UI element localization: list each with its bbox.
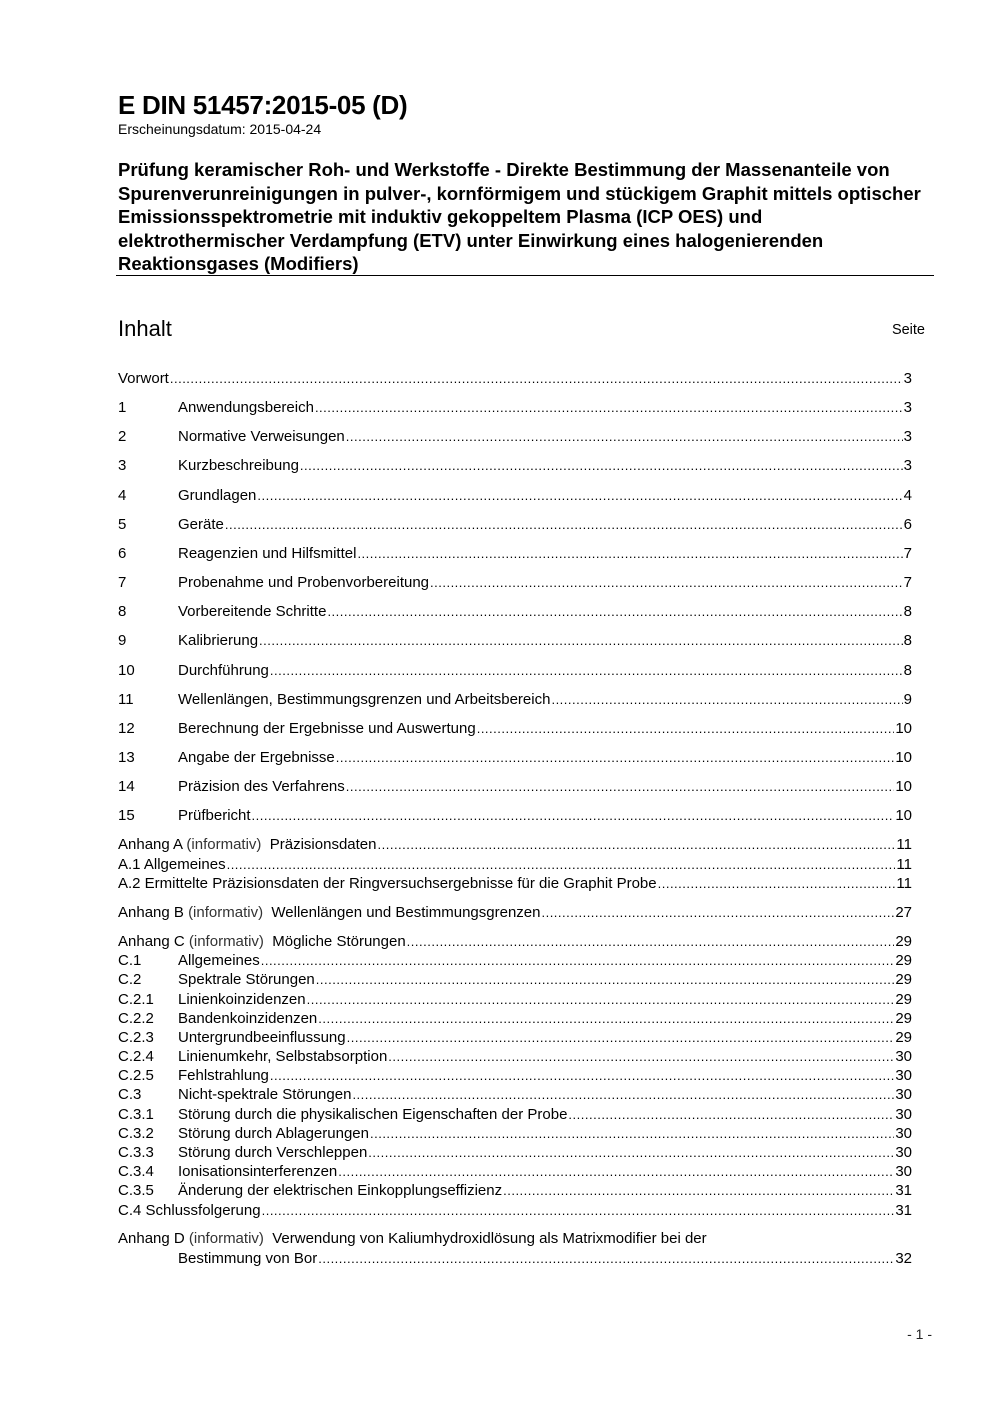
toc-entry-text: Normative Verweisungen <box>178 428 345 445</box>
toc-dot-leader <box>307 992 895 1007</box>
toc-entry-page: 11 <box>896 856 912 873</box>
toc-dot-leader <box>315 400 903 415</box>
toc-entry[interactable] <box>118 904 912 923</box>
toc-entry-text: Vorbereitende Schritte <box>178 603 327 620</box>
toc-entry[interactable] <box>118 632 912 651</box>
toc-entry-title <box>118 904 540 921</box>
toc-entry-number: C.2 <box>118 971 142 988</box>
toc-entry-page: 8 <box>903 632 912 649</box>
toc-entry-page: 3 <box>903 428 912 445</box>
toc-entry-title <box>178 1010 317 1027</box>
toc-entry-title <box>178 1067 269 1084</box>
toc-entry-page: 30 <box>895 1125 912 1142</box>
toc-entry-page: 7 <box>903 574 912 591</box>
toc-entry-title <box>178 1144 367 1161</box>
toc-entry-number: 6 <box>118 545 127 562</box>
toc-entry-text: Präzisionsdaten <box>261 836 377 853</box>
toc-entry-page: 32 <box>895 1250 912 1267</box>
toc-entry-title <box>178 574 429 591</box>
toc-dot-leader <box>346 429 903 444</box>
toc-entry-title <box>118 1250 317 1267</box>
toc-entry-number: C.2.2 <box>118 1010 154 1027</box>
toc-entry-number: C.3.3 <box>118 1144 154 1161</box>
toc-entry[interactable] <box>118 1067 912 1086</box>
toc-entry[interactable] <box>118 1048 912 1067</box>
toc-entry[interactable] <box>118 1182 912 1201</box>
toc-entry-page: 7 <box>903 545 912 562</box>
toc-entry-text: Untergrundbeeinflussung <box>178 1029 346 1046</box>
toc-entry-page: 27 <box>895 904 912 921</box>
toc-entry[interactable] <box>118 428 912 447</box>
toc-entry[interactable] <box>118 457 912 476</box>
toc-entry-text: Wellenlängen und Bestimmungsgrenzen <box>263 904 541 921</box>
toc-entry-page: 3 <box>903 399 912 416</box>
toc-entry-text: Störung durch die physikalischen Eigenschaften der Probe <box>178 1106 568 1123</box>
toc-dot-leader <box>430 575 903 590</box>
toc-entry-text: Grundlagen <box>178 487 257 504</box>
toc-heading: Inhalt <box>118 316 172 341</box>
toc-dot-leader <box>300 458 903 473</box>
toc-entry-title <box>178 971 315 988</box>
toc-dot-leader <box>318 1011 894 1026</box>
toc-entry-number: 9 <box>118 632 127 649</box>
title-divider <box>116 275 934 276</box>
toc-entry-title <box>178 662 269 679</box>
toc-entry-text: A.2 Ermittelte Präzisionsdaten der Ringversuchsergebnisse für die Graphit Probe <box>118 875 657 892</box>
annex-informativ-label: (informativ) <box>188 904 264 921</box>
toc-dot-leader <box>318 1251 894 1266</box>
toc-entry-title <box>178 1182 502 1199</box>
toc-entry[interactable] <box>118 778 912 797</box>
toc-entry-number: C.2.5 <box>118 1067 154 1084</box>
toc-entry-number: 11 <box>118 691 134 708</box>
toc-entry-text: Geräte <box>178 516 224 533</box>
toc-entry-title <box>118 836 377 853</box>
toc-entry-text: Spektrale Störungen <box>178 971 315 988</box>
toc-dot-leader <box>262 1203 895 1218</box>
toc-entry-page: 6 <box>903 516 912 533</box>
toc-entry[interactable] <box>118 1250 912 1269</box>
toc-entry[interactable] <box>118 1202 912 1221</box>
toc-entry-title <box>178 1048 387 1065</box>
toc-dot-leader <box>658 876 896 891</box>
toc-dot-leader <box>388 1049 894 1064</box>
toc-entry-page: 10 <box>895 720 912 737</box>
toc-entry-number: 3 <box>118 457 127 474</box>
toc-dot-leader <box>368 1145 894 1160</box>
toc-entry[interactable] <box>118 1086 912 1105</box>
toc-entry-page: 31 <box>895 1182 912 1199</box>
toc-entry[interactable] <box>118 574 912 593</box>
toc-entry[interactable] <box>118 516 912 535</box>
toc-dot-leader <box>270 1068 894 1083</box>
annex-informativ-label: (informativ) <box>188 1230 264 1247</box>
toc-entry-page: 10 <box>895 807 912 824</box>
toc-entry-number: 10 <box>118 662 135 679</box>
document-title: Prüfung keramischer Roh- und Werkstoffe - Direkte Bestimmung der Massenanteile von Spurenverunreinigungen in pulver-, kornförmigem und stückigem Graphit mittels optischer Emissionsspektrometrie mit induktiv gekoppeltem Plasma (ICP OES) und elektrothermischer Verdampfung (ETV) unter Einwirkung eines halogenierenden Reaktionsgases (Modifiers) <box>118 159 921 274</box>
toc-dot-leader <box>541 905 894 920</box>
toc-entry-title <box>178 603 326 620</box>
toc-entry-text: Ionisationsinterferenzen <box>178 1163 338 1180</box>
toc-dot-leader <box>259 633 903 648</box>
toc-entry-text: Fehlstrahlung <box>178 1067 269 1084</box>
toc-dot-leader <box>357 546 902 561</box>
toc-entry-text: A.1 Allgemeines <box>118 856 226 873</box>
toc-entry-text: Vorwort <box>118 370 169 387</box>
toc-entry-text: Wellenlängen, Bestimmungsgrenzen und Arbeitsbereich <box>178 691 551 708</box>
toc-entry[interactable] <box>118 1010 912 1029</box>
toc-entry[interactable] <box>118 1106 912 1125</box>
toc-entry-title <box>118 370 169 387</box>
toc-dot-leader <box>252 808 895 823</box>
footer-page-number: - 1 - <box>907 1326 932 1342</box>
toc-dot-leader <box>225 517 903 532</box>
toc-entry[interactable] <box>118 487 912 506</box>
toc-entry-number: C.3.4 <box>118 1163 154 1180</box>
toc-entry-number: C.2.3 <box>118 1029 154 1046</box>
toc-entry-page: 29 <box>895 971 912 988</box>
toc-entry-page: 10 <box>895 749 912 766</box>
toc-entry[interactable] <box>118 749 912 768</box>
toc-dot-leader <box>370 1126 894 1141</box>
toc-dot-leader <box>270 663 903 678</box>
toc-entry-text: Bandenkoinzidenzen <box>178 1010 318 1027</box>
toc-entry[interactable] <box>118 875 912 894</box>
toc-entry-number: 5 <box>118 516 127 533</box>
toc-entry[interactable] <box>118 952 912 971</box>
toc-entry-number: C.3.2 <box>118 1125 154 1142</box>
toc-entry-page: 30 <box>895 1106 912 1123</box>
toc-entry[interactable] <box>118 545 912 564</box>
toc-entry[interactable] <box>118 971 912 990</box>
toc-entry-number: C.3.5 <box>118 1182 154 1199</box>
toc-entry-title <box>178 991 306 1008</box>
annex-informativ-label: (informativ) <box>188 933 264 950</box>
toc-entry-text: Reagenzien und Hilfsmittel <box>178 545 357 562</box>
toc-entry[interactable] <box>118 691 912 710</box>
annex-prefix: Anhang D <box>118 1230 189 1247</box>
toc-entry-title <box>178 632 258 649</box>
toc-entry-title <box>178 778 345 795</box>
toc-entry-text: Prüfbericht <box>178 807 251 824</box>
annex-prefix: Anhang C <box>118 933 189 950</box>
toc-dot-leader <box>568 1107 894 1122</box>
toc-entry-title <box>178 457 299 474</box>
toc-entry[interactable] <box>118 807 912 826</box>
annex-prefix: Anhang A <box>118 836 187 853</box>
toc-entry[interactable] <box>118 933 912 952</box>
toc-entry-page: 9 <box>903 691 912 708</box>
toc-entry-page: 29 <box>895 952 912 969</box>
toc-entry-title <box>118 1202 261 1219</box>
toc-dot-leader <box>503 1183 894 1198</box>
toc-entry-title <box>118 933 406 950</box>
toc-entry-title <box>178 749 335 766</box>
toc-entry-page: 30 <box>895 1067 912 1084</box>
toc-entry-text: Änderung der elektrischen Einkopplungseffizienz <box>178 1182 503 1199</box>
toc-entry-text: Allgemeines <box>178 952 260 969</box>
publication-date: Erscheinungsdatum: 2015-04-24 <box>118 121 322 137</box>
toc-entry-number: 13 <box>118 749 135 766</box>
toc-entry-text: Kalibrierung <box>178 632 259 649</box>
toc-dot-leader <box>338 1164 894 1179</box>
toc-entry-page: 3 <box>903 370 912 387</box>
toc-dot-leader <box>336 750 895 765</box>
toc-dot-leader <box>407 934 895 949</box>
toc-entry-title <box>178 952 260 969</box>
toc-entry-number: 14 <box>118 778 135 795</box>
toc-entry[interactable] <box>118 662 912 681</box>
toc-entry-title <box>178 545 356 562</box>
toc-entry-text: Linienumkehr, Selbstabsorption <box>178 1048 388 1065</box>
toc-entry-page: 31 <box>895 1202 912 1219</box>
toc-entry-page: 30 <box>895 1163 912 1180</box>
annex-prefix: Anhang B <box>118 904 189 921</box>
toc-entry-page: 8 <box>903 662 912 679</box>
toc-entry-text: Linienkoinzidenzen <box>178 991 306 1008</box>
toc-entry[interactable] <box>118 836 912 855</box>
toc-entry-title <box>178 1106 567 1123</box>
toc-entry[interactable] <box>118 370 912 389</box>
toc-entry-number: 15 <box>118 807 135 824</box>
toc-dot-leader <box>327 604 902 619</box>
toc-dot-leader <box>477 721 895 736</box>
toc-entry-page: 11 <box>896 836 912 853</box>
annex-informativ-label: (informativ) <box>186 836 262 853</box>
toc-entry-title <box>178 720 476 737</box>
toc-entry-title <box>118 875 657 892</box>
toc-entry-page: 3 <box>903 457 912 474</box>
toc-entry-page: 30 <box>895 1048 912 1065</box>
toc-entry-number: C.3.1 <box>118 1106 154 1123</box>
toc-entry-title <box>118 1230 707 1247</box>
toc-entry-title <box>178 428 345 445</box>
toc-dot-leader <box>316 972 895 987</box>
toc-entry-text: Anwendungsbereich <box>178 399 314 416</box>
toc-entry-page: 11 <box>896 875 912 892</box>
toc-entry-title <box>118 856 226 873</box>
toc-entry-number: 4 <box>118 487 127 504</box>
toc-entry-title <box>178 691 550 708</box>
toc-entry-page: 30 <box>895 1144 912 1161</box>
toc-entry-number: C.2.4 <box>118 1048 154 1065</box>
toc-entry[interactable] <box>118 720 912 739</box>
toc-entry-page: 10 <box>895 778 912 795</box>
toc-entry-text: Angabe der Ergebnisse <box>178 749 335 766</box>
toc-dot-leader <box>170 371 903 386</box>
toc-entry-title <box>178 399 314 416</box>
toc-entry-page: 29 <box>895 991 912 1008</box>
toc-dot-leader <box>261 953 895 968</box>
toc-entry-text: Verwendung von Kaliumhydroxidlösung als Matrixmodifier bei der <box>263 1230 707 1247</box>
toc-entry-text: Kurzbeschreibung <box>178 457 299 474</box>
toc-entry[interactable] <box>118 603 912 622</box>
toc-entry-title <box>178 516 224 533</box>
toc-dot-leader <box>257 488 902 503</box>
toc-entry-page: 8 <box>903 603 912 620</box>
toc-entry-title <box>178 487 256 504</box>
toc-page-column-label: Seite <box>891 322 925 338</box>
toc-entry-title <box>178 1086 351 1103</box>
toc-dot-leader <box>346 779 895 794</box>
toc-entry-page: 4 <box>903 487 912 504</box>
toc-entry-number: C.2.1 <box>118 991 154 1008</box>
toc-entry-text: Nicht-spektrale Störungen <box>178 1086 352 1103</box>
toc-entry[interactable] <box>118 399 912 418</box>
toc-dot-leader <box>378 837 896 852</box>
toc-entry[interactable] <box>118 1163 912 1182</box>
toc-entry-number: 2 <box>118 428 127 445</box>
toc-entry[interactable] <box>118 1144 912 1163</box>
toc-entry-text: Präzision des Verfahrens <box>178 778 345 795</box>
toc-dot-leader <box>352 1087 894 1102</box>
toc-entry-title <box>178 1125 369 1142</box>
toc-entry[interactable] <box>118 991 912 1010</box>
toc-dot-leader <box>347 1030 895 1045</box>
toc-entry-page: 29 <box>895 1010 912 1027</box>
toc-entry[interactable] <box>118 856 912 875</box>
toc-entry-number: C.1 <box>118 952 142 969</box>
toc-entry-page: 29 <box>895 1029 912 1046</box>
toc-entry-page: 30 <box>895 1086 912 1103</box>
toc-dot-leader <box>227 857 896 872</box>
toc-entry-text: Berechnung der Ergebnisse und Auswertung <box>178 720 476 737</box>
toc-entry-page: 29 <box>895 933 912 950</box>
toc-entry-text: Störung durch Ablagerungen <box>178 1125 369 1142</box>
toc-entry-text: Mögliche Störungen <box>263 933 406 950</box>
toc-entry-number: 1 <box>118 399 127 416</box>
toc-dot-leader <box>551 692 902 707</box>
toc-entry-number: C.3 <box>118 1086 142 1103</box>
toc-entry-number: 8 <box>118 603 127 620</box>
toc-entry-title <box>178 807 251 824</box>
toc-entry[interactable] <box>118 1029 912 1048</box>
toc-entry-number: 12 <box>118 720 135 737</box>
toc-entry-text: C.4 Schlussfolgerung <box>118 1202 261 1219</box>
toc-entry-text: Störung durch Verschleppen <box>178 1144 368 1161</box>
document-number: E DIN 51457:2015-05 (D) <box>118 90 408 120</box>
toc-entry-text: Durchführung <box>178 662 269 679</box>
toc-entry-title <box>178 1163 337 1180</box>
toc-entry-number: 7 <box>118 574 127 591</box>
toc-entry[interactable] <box>118 1125 912 1144</box>
toc-entry-text: Bestimmung von Bor <box>178 1250 318 1267</box>
toc-entry-title <box>178 1029 346 1046</box>
toc-entry-text: Probenahme und Probenvorbereitung <box>178 574 430 591</box>
toc-entry[interactable] <box>118 1230 912 1249</box>
